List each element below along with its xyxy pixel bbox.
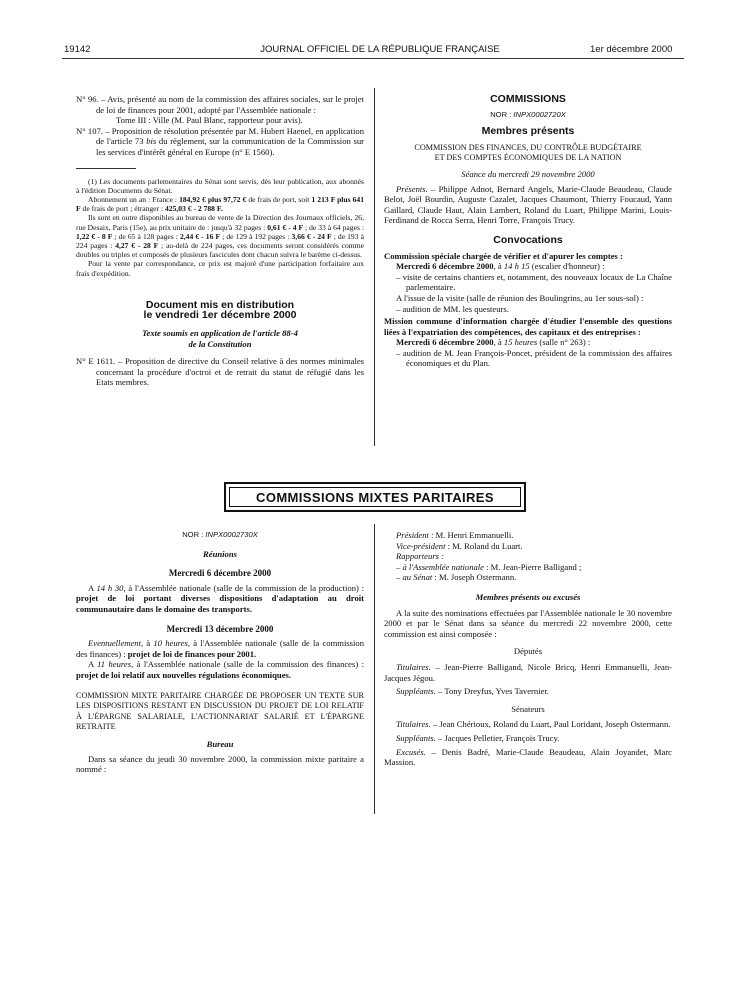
commission-finances-name: COMMISSION DES FINANCES, DU CONTRÔLE BUDGÉTAIRE ET DES COMPTES ÉCONOMIQUES DE LA NATION bbox=[414, 142, 642, 163]
footnote-subscription: Abonnement un an : France : 184,92 € plus 97,72 € de frais de port, soit 1 213 F plus 641 F de frais de port ; étranger : 425,03 € - 2 788 F. bbox=[76, 194, 365, 214]
header-rule bbox=[62, 58, 684, 59]
reunions-heading: Réunions bbox=[203, 548, 237, 559]
commission-speciale-date: Mercredi 6 décembre 2000, à 14 h 15 (escalier d'honneur) : bbox=[396, 261, 605, 272]
presents-list: Présents. – Philippe Adnot, Bernard Angels, Marie-Claude Beaudeau, Claude Belot, Joël Bourdin, Auguste Cazalet, Jacques Chaumont, Thierry Foucaud, Yann Gaillard, Claude Haut, Alain Lambert, Roland du Luart, Philippe Marini, Louis-Ferdinand de Rocca Serra, Henri Torre, François Trucy. bbox=[384, 183, 672, 226]
deputes-titulaires: Titulaires. – Jean-Pierre Balligand, Nicole Bricq, Henri Emmanuelli, Jean-Jacques Jégou. bbox=[384, 661, 672, 683]
right-top-column bbox=[384, 94, 672, 369]
commission-speciale-item-2: – audition de MM. les questeurs. bbox=[396, 303, 509, 314]
commission-speciale-title: Commission spéciale chargée de vérifier et d'apurer les comptes : bbox=[384, 250, 623, 261]
seance-date: Séance du mercredi 29 novembre 2000 bbox=[461, 168, 595, 179]
journal-title: JOURNAL OFFICIEL DE LA RÉPUBLIQUE FRANÇAISE bbox=[260, 44, 500, 55]
senateurs-suppleants: Suppléants. – Jacques Pelletier, François Trucy. bbox=[396, 732, 560, 743]
doc-subheading: Texte soumis en application de l'article 88-4 de la Constitution bbox=[142, 327, 298, 349]
item-96-tome: Tome III : Ville (M. Paul Blanc, rapporteur pour avis). bbox=[116, 115, 303, 126]
senateurs-titulaires: Titulaires. – Jean Chérioux, Roland du Luart, Paul Loridant, Joseph Ostermann. bbox=[396, 719, 671, 730]
mission-commune-title: Mission commune d'information chargée d'étudier l'ensemble des questions liées à l'expatriation des compétences, des capitaux et des entreprises : bbox=[384, 316, 672, 337]
footnote-rule bbox=[76, 168, 136, 169]
rapporteur-senat: – au Sénat : M. Joseph Ostermann. bbox=[396, 572, 517, 583]
wed13-meeting-2: A 11 heures, à l'Assemblée nationale (salle de la commission des finances) : projet de loi relatif aux nouvelles régulations économiques. bbox=[76, 659, 364, 680]
right-bottom-column bbox=[384, 530, 672, 768]
left-bottom-column bbox=[76, 530, 364, 775]
senateurs-excuses: Excusés. – Denis Badré, Marie-Claude Beaudeau, Alain Joyandet, Marc Massion. bbox=[384, 746, 672, 768]
vice-president: Vice-président : M. Roland du Luart. bbox=[396, 540, 523, 551]
commissions-heading: COMMISSIONS bbox=[490, 93, 566, 105]
mission-commune-item: – audition de M. Jean François-Poncet, président de la commission des affaires économiques et du Plan. bbox=[396, 347, 672, 369]
issue-date: 1er décembre 2000 bbox=[590, 44, 673, 55]
cmp-banner-title: COMMISSIONS MIXTES PARITAIRES bbox=[229, 487, 521, 507]
deputes-suppleants: Suppléants. – Tony Dreyfus, Yves Tavernier. bbox=[396, 686, 549, 697]
doc-distribution-heading: Document mis en distribution le vendredi 1er décembre 2000 bbox=[143, 298, 297, 322]
item-e1611: N° E 1611. – Proposition de directive du Conseil relative à des normes minimales concernant la procédure d'octroi et de retrait du statut de réfugié dans les Etats membres. bbox=[76, 356, 364, 388]
page-number: 19142 bbox=[64, 44, 91, 55]
column-divider-bottom bbox=[374, 524, 375, 814]
nor-reference-cmp: NOR : INPX0002730X bbox=[182, 530, 258, 539]
wed6-meeting: A 14 h 30, à l'Assemblée nationale (salle de la commission de la production) : projet de loi portant diverses dispositions d'adaptation au droit communautaire dans le domaine des transports. bbox=[76, 582, 365, 614]
membres-presents-heading: Membres présents bbox=[481, 125, 575, 138]
nor-reference: NOR : INPX0002720X bbox=[490, 109, 566, 119]
commission-speciale-after: A l'issue de la visite (salle de réunion des Boulingrins, au 1er sous-sol) : bbox=[396, 292, 644, 303]
cmp-banner bbox=[224, 482, 526, 512]
wed6-heading: Mercredi 6 décembre 2000 bbox=[168, 568, 272, 579]
commission-speciale-item-1: – visite de certains chantiers et, notamment, des nouveaux locaux de La Chaîne parlementaire. bbox=[396, 271, 672, 293]
item-96: N° 96. – Avis, présenté au nom de la commission des affaires sociales, sur le projet de loi de finances pour 2001, adopté par l'Assemblée nationale : bbox=[76, 94, 364, 115]
deputes-heading: Députés bbox=[513, 646, 543, 657]
footnote-1: (1) Les documents parlementaires du Sénat sont servis, dès leur publication, aux abonnés à l'édition Documents du Sénat. bbox=[76, 176, 364, 195]
column-divider-top bbox=[374, 88, 375, 446]
footnote-prices: Ils sont en outre disponibles au bureau de vente de la Direction des Journaux officiels, 26, rue Desaix, Paris (15e), au prix unitaire de : jusqu'à 32 pages : 0,61 € - 4 F ; de 33 à 64 pages : 1,22 € - 8 F ; de 65 à 128 pages : 2,44 € - 16 F ; de 129 à 192 pages : 3,66 € - 24 F ; de 193 à 224 pages : 4,27 € - 28 F ; au-delà de 224 pages, ces documents seront considérés comme doubles ou triples et composés de plusieurs fascicules dont chacun suivra le barème ci-dessus. bbox=[76, 213, 364, 260]
item-107: N° 107. – Proposition de résolution présentée par M. Hubert Haenel, en application de l'article 73 bis du règlement, sur la communication de la Commission sur les services d'intérêt général en Europe (n° E 1560). bbox=[76, 125, 364, 157]
bureau-heading: Bureau bbox=[206, 738, 234, 749]
rapporteurs-label: Rapporteurs : bbox=[396, 551, 444, 562]
wed13-heading: Mercredi 13 décembre 2000 bbox=[166, 623, 274, 634]
membres-cmp-text: A la suite des nominations effectuées par l'Assemblée nationale le 30 novembre 2000 et par le Sénat dans sa séance du mercredi 22 novembre 2000, cette commission est ainsi composée : bbox=[384, 607, 672, 639]
mission-commune-date: Mercredi 6 décembre 2000, à 15 heures (salle n° 263) : bbox=[396, 337, 591, 348]
president: Président : M. Henri Emmanuelli. bbox=[396, 530, 514, 540]
cmp-title: COMMISSION MIXTE PARITAIRE CHARGÉE DE PROPOSER UN TEXTE SUR LES DISPOSITIONS RESTANT EN DISCUSSION DU PROJET DE LOI RELATIF À L'ÉPARGNE SALARIALE, L'ACTIONNARIAT SALARIÉ ET L'ÉPARGNE RETRAITE bbox=[76, 690, 364, 732]
bureau-text: Dans sa séance du jeudi 30 novembre 2000, la commission mixte paritaire a nommé : bbox=[76, 753, 364, 775]
footnote-shipping: Pour la vente par correspondance, ce prix est majoré d'une participation forfaitaire aux frais d'expédition. bbox=[76, 259, 364, 278]
convocations-heading: Convocations bbox=[493, 233, 563, 246]
membres-cmp-heading: Membres présents ou excusés bbox=[475, 591, 581, 602]
rapporteur-an: – à l'Assemblée nationale : M. Jean-Pierre Balligand ; bbox=[396, 561, 582, 572]
senateurs-heading: Sénateurs bbox=[511, 703, 545, 714]
left-top-column bbox=[76, 94, 364, 388]
wed13-meeting-1: Eventuellement, à 10 heures, à l'Assemblée nationale (salle de la commission des finances) : projet de loi de finances pour 2001. bbox=[76, 638, 364, 659]
